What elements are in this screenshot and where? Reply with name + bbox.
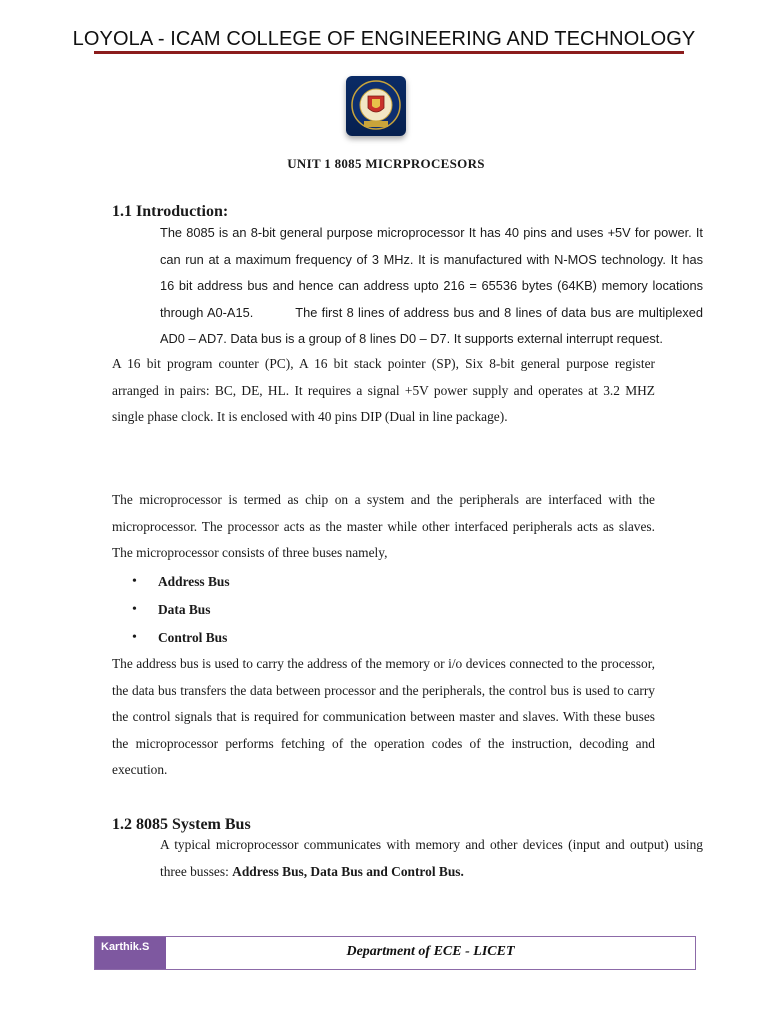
section-heading-introduction: 1.1 Introduction: [112, 203, 229, 220]
unit-title: UNIT 1 8085 MICRPROCESORS [287, 156, 485, 171]
bus-list [112, 568, 230, 652]
header-rule [94, 51, 684, 54]
college-name: LOYOLA - ICAM COLLEGE OF ENGINEERING AND TECHNOLOGY [72, 28, 696, 50]
intro-paragraph-part-1: The 8085 is an 8-bit general purpose microprocessor It has 40 pins and uses +5V for power. It can run at a maximum frequency of 3 MHz. It is manufactured with N-MOS technology. It has 16 bit address bus and hence can address upto 216 = 65536 bytes (64KB) memory locations through A0-A15. [160, 225, 703, 320]
footer-department: Department of ECE - LICET [346, 944, 515, 959]
registers-paragraph: A 16 bit program counter (PC), A 16 bit stack pointer (SP), Six 8-bit general purpose register arranged in pairs: BC, DE, HL. It requires a signal +5V power supply and operates at 3.2 MHZ single phase clock. It is enclosed with 40 pins DIP (Dual in line package). [112, 356, 655, 425]
footer-author: Karthik.S [95, 937, 166, 969]
intro-paragraph-part-2: The first 8 lines of address bus and 8 lines of data bus are multiplexed AD0 – AD7. Data bus is a group of 8 lines D0 – D7. It supports external interrupt request. [160, 304, 703, 347]
system-bus-paragraph-text: A typical microprocessor communicates with memory and other devices (input and output) using three busses: [160, 837, 703, 879]
buses-intro-paragraph: The microprocessor is termed as chip on a system and the peripherals are interfaced with the microprocessor. The processor acts as the master while other interfaced peripherals acts as slaves. The microprocessor consists of three buses namely, [112, 492, 655, 561]
bus-description-paragraph: The address bus is used to carry the address of the memory or i/o devices connected to the processor, the data bus transfers the data between processor and the peripherals, the control bus is used to carry the control signals that is required for communication between master and slaves. With these buses the microprocessor performs fetching of the operation codes of the instruction, decoding and execution. [112, 656, 655, 778]
system-bus-paragraph [112, 832, 703, 885]
system-bus-paragraph-bold: Address Bus, Data Bus and Control Bus. [232, 863, 464, 879]
list-item: • Data Bus [112, 596, 230, 624]
page-footer [94, 936, 696, 970]
college-crest-icon [346, 76, 406, 136]
intro-paragraph [112, 220, 703, 353]
list-item: • Address Bus [112, 568, 230, 596]
list-item: • Control Bus [112, 624, 230, 652]
section-heading-system-bus: 1.2 8085 System Bus [112, 816, 251, 833]
